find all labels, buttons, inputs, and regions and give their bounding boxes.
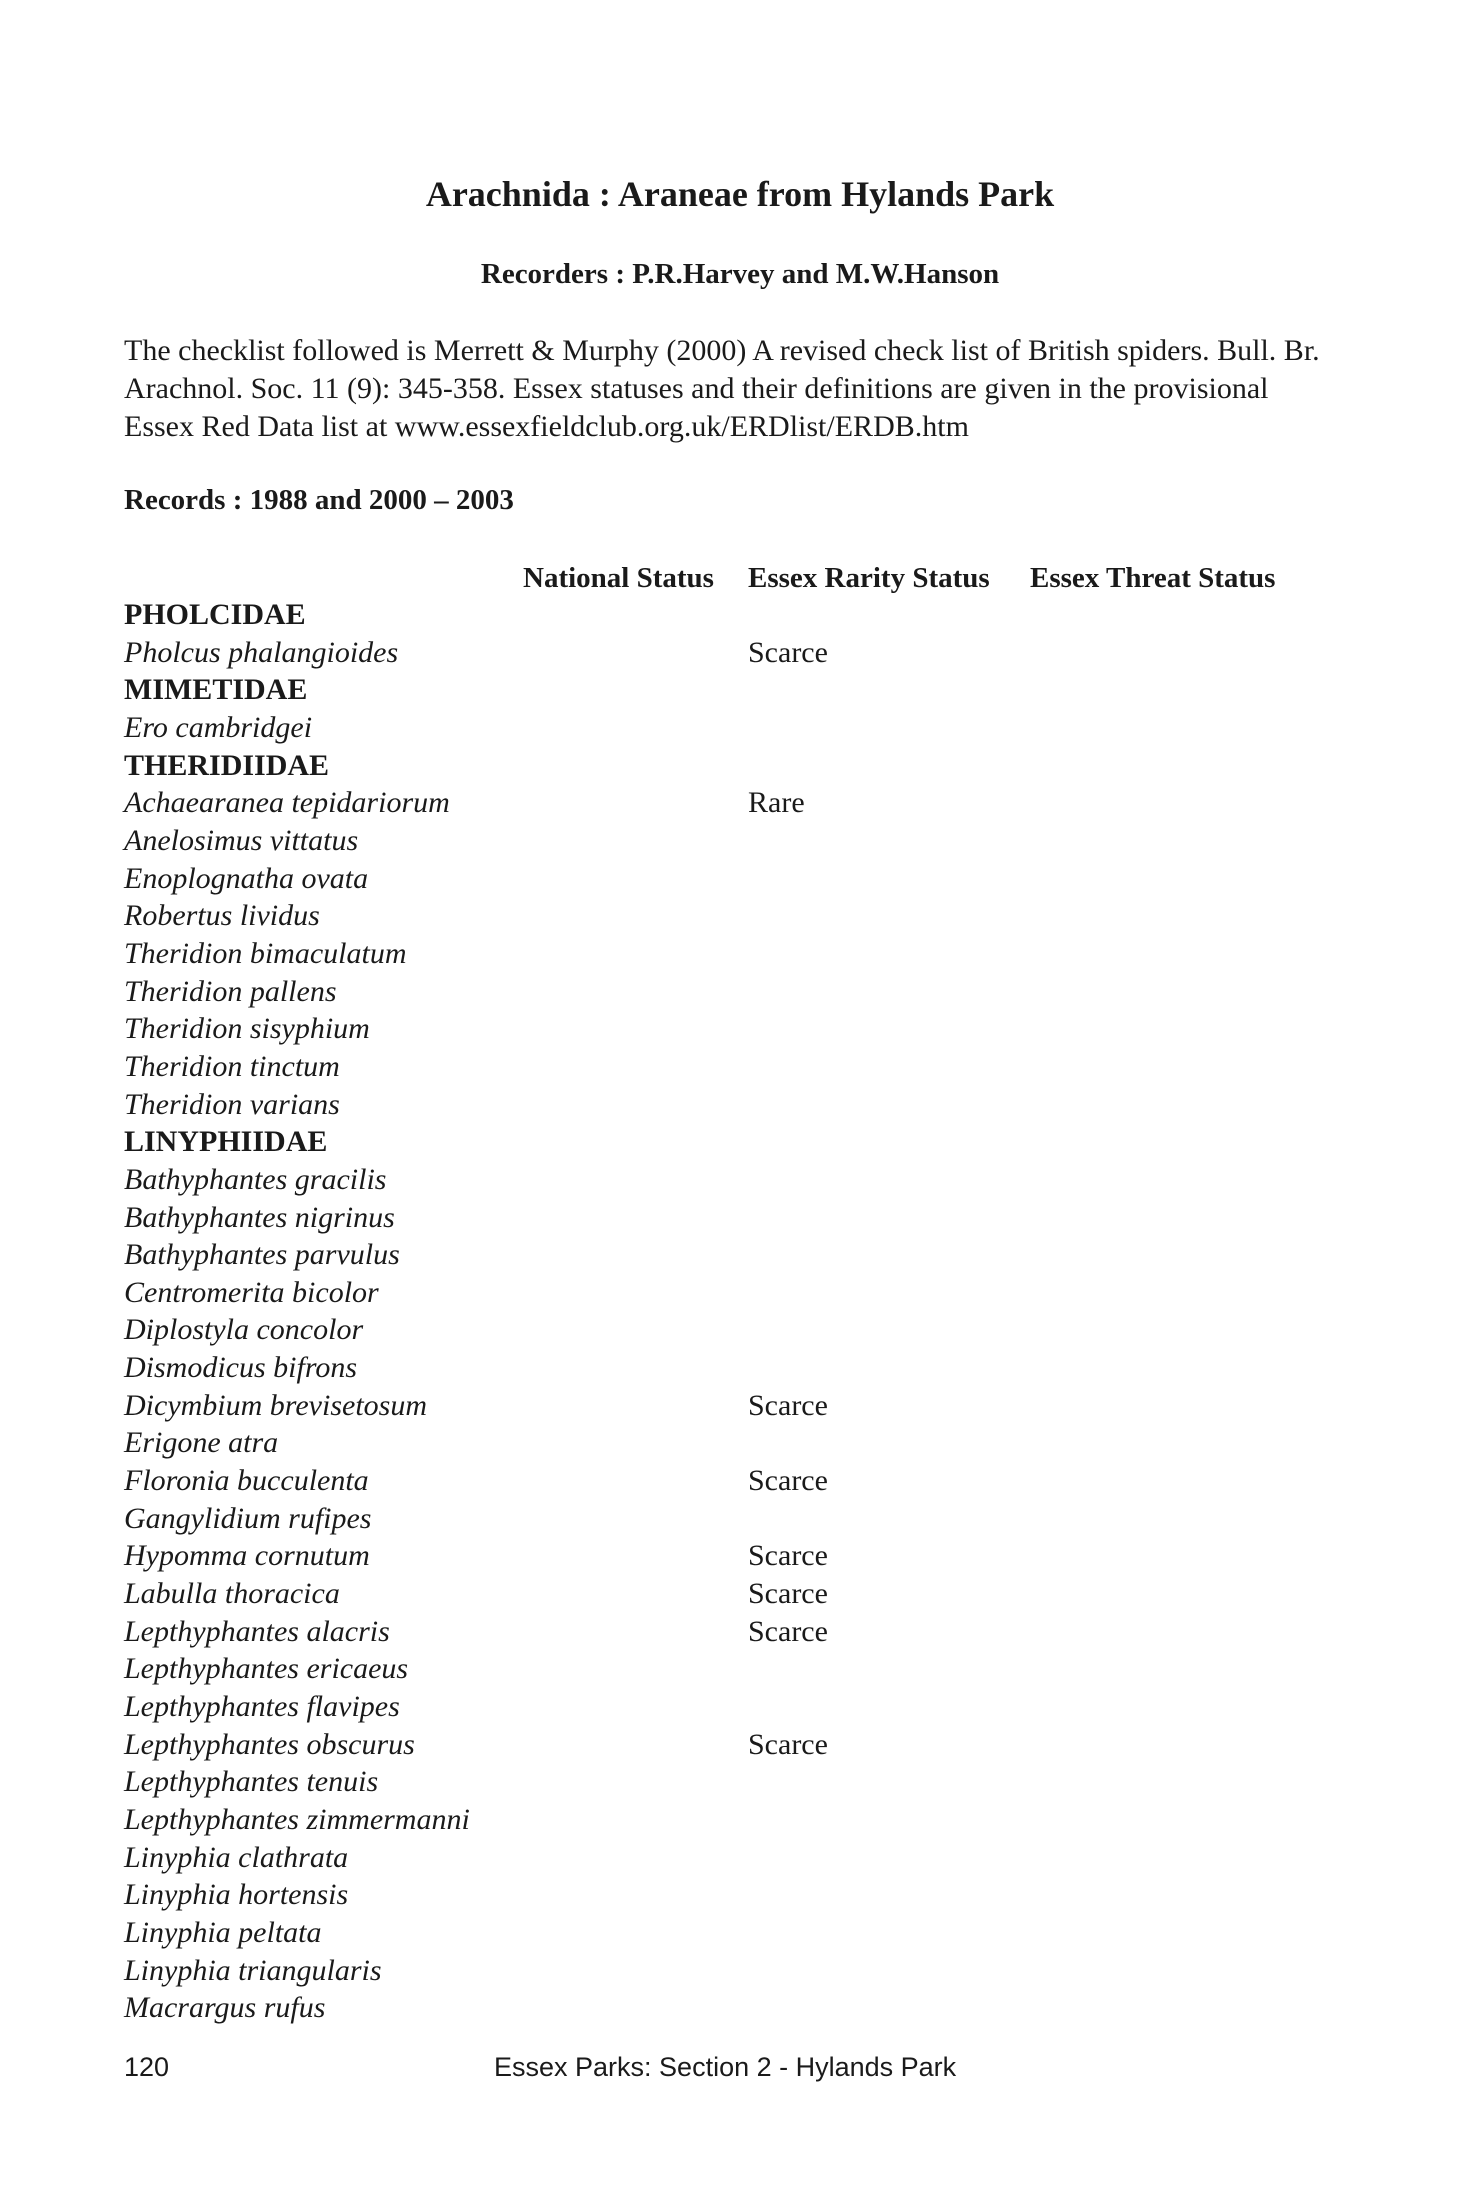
species-name: Gangylidium rufipes (124, 1501, 372, 1535)
species-name: Erigone atra (124, 1426, 279, 1460)
family-row (124, 1123, 1364, 1161)
species-row (124, 1424, 1364, 1462)
species-name: Theridion pallens (124, 974, 337, 1008)
species-name: Bathyphantes gracilis (124, 1162, 387, 1196)
species-row (124, 1914, 1364, 1952)
species-name: Diplostyla concolor (124, 1313, 364, 1347)
species-row (124, 1311, 1364, 1349)
species-name: Macrargus rufus (124, 1991, 326, 2025)
species-row (124, 784, 1364, 822)
species-name: Lepthyphantes zimmermanni (124, 1803, 470, 1836)
species-name: Lepthyphantes alacris (124, 1614, 390, 1648)
species-row (124, 1274, 1364, 1312)
page-title: Arachnida : Araneae from Hylands Park (425, 174, 1055, 214)
species-name: Lepthyphantes flavipes (124, 1690, 400, 1724)
species-name: Dismodicus bifrons (124, 1351, 358, 1385)
species-row (124, 1989, 1364, 2027)
species-name: Linyphia clathrata (124, 1840, 349, 1874)
species-row (124, 1500, 1364, 1538)
species-name: Achaearanea tepidariorum (124, 786, 450, 820)
essex-rarity-status: Scarce (748, 1727, 828, 1761)
species-name: Linyphia peltata (124, 1915, 322, 1949)
intro-paragraph (124, 332, 1364, 446)
essex-rarity-status: Scarce (748, 1577, 828, 1611)
species-name: Dicymbium brevisetosum (124, 1388, 427, 1422)
species-name: Enoplognatha ovata (124, 861, 369, 895)
species-row (124, 973, 1364, 1011)
species-name: Lepthyphantes ericaeus (124, 1652, 409, 1686)
species-row (124, 709, 1364, 747)
species-row (124, 1876, 1364, 1914)
species-row (124, 634, 1364, 672)
recorders-line: Recorders : P.R.Harvey and M.W.Hanson (480, 258, 1000, 290)
page-number: 120 (124, 2052, 170, 2082)
species-row (124, 1236, 1364, 1274)
species-row (124, 1688, 1364, 1726)
species-row (124, 1537, 1364, 1575)
essex-rarity-status: Scarce (748, 1464, 828, 1498)
column-header-national-status: National Status (523, 562, 714, 594)
family-name: LINYPHIIDAE (124, 1125, 328, 1159)
species-row (124, 1801, 1364, 1839)
essex-rarity-status: Rare (748, 786, 805, 820)
species-name: Ero cambridgei (124, 710, 313, 744)
species-row (124, 1839, 1364, 1877)
species-row (124, 1952, 1364, 1990)
species-row (124, 935, 1364, 973)
species-row (124, 1613, 1364, 1651)
intro-line: The checklist followed is Merrett & Murphy (2000) A revised check list of British spiders. Bull. Br. (124, 334, 1320, 367)
species-row (124, 1650, 1364, 1688)
species-name: Centromerita bicolor (124, 1275, 379, 1309)
essex-rarity-status: Scarce (748, 1388, 828, 1422)
species-row (124, 1086, 1364, 1124)
family-row (124, 596, 1364, 634)
records-heading: Records : 1988 and 2000 – 2003 (124, 484, 514, 516)
species-row (124, 1161, 1364, 1199)
species-name: Theridion tinctum (124, 1049, 340, 1083)
species-name: Hypomma cornutum (124, 1539, 370, 1573)
species-row (124, 822, 1364, 860)
species-row (124, 1763, 1364, 1801)
species-name: Lepthyphantes tenuis (124, 1765, 379, 1799)
intro-line: Essex Red Data list at www.essexfieldclub.org.uk/ERDlist/ERDB.htm (124, 410, 969, 443)
species-name: Bathyphantes nigrinus (124, 1200, 395, 1234)
species-row (124, 1349, 1364, 1387)
essex-rarity-status: Scarce (748, 635, 828, 669)
family-row (124, 747, 1364, 785)
species-row (124, 1199, 1364, 1237)
species-row (124, 1726, 1364, 1764)
species-row (124, 897, 1364, 935)
family-name: PHOLCIDAE (124, 598, 306, 631)
species-row (124, 1387, 1364, 1425)
family-row (124, 671, 1364, 709)
footer-title: Essex Parks: Section 2 - Hylands Park (494, 2052, 957, 2082)
species-row (124, 1462, 1364, 1500)
species-row (124, 1048, 1364, 1086)
essex-rarity-status: Scarce (748, 1614, 828, 1648)
species-list (124, 596, 1364, 2027)
essex-rarity-status: Scarce (748, 1539, 828, 1573)
species-row (124, 1010, 1364, 1048)
species-name: Labulla thoracica (124, 1577, 340, 1611)
species-name: Theridion varians (124, 1087, 340, 1121)
species-name: Floronia bucculenta (124, 1464, 369, 1498)
species-name: Pholcus phalangioides (124, 635, 399, 669)
species-name: Robertus lividus (124, 899, 320, 933)
species-name: Linyphia hortensis (124, 1878, 349, 1912)
species-row (124, 860, 1364, 898)
intro-line: Arachnol. Soc. 11 (9): 345-358. Essex statuses and their definitions are given in the provisional (124, 372, 1269, 405)
column-header-essex-rarity-status: Essex Rarity Status (748, 562, 990, 594)
species-name: Anelosimus vittatus (124, 823, 359, 857)
family-name: MIMETIDAE (124, 673, 308, 707)
species-name: Theridion bimaculatum (124, 936, 407, 970)
family-name: THERIDIIDAE (124, 748, 330, 782)
column-header-essex-threat-status: Essex Threat Status (1030, 562, 1276, 594)
species-name: Lepthyphantes obscurus (124, 1727, 415, 1761)
species-name: Theridion sisyphium (124, 1012, 370, 1046)
species-name: Bathyphantes parvulus (124, 1238, 400, 1272)
species-row (124, 1575, 1364, 1613)
species-name: Linyphia triangularis (124, 1953, 382, 1987)
